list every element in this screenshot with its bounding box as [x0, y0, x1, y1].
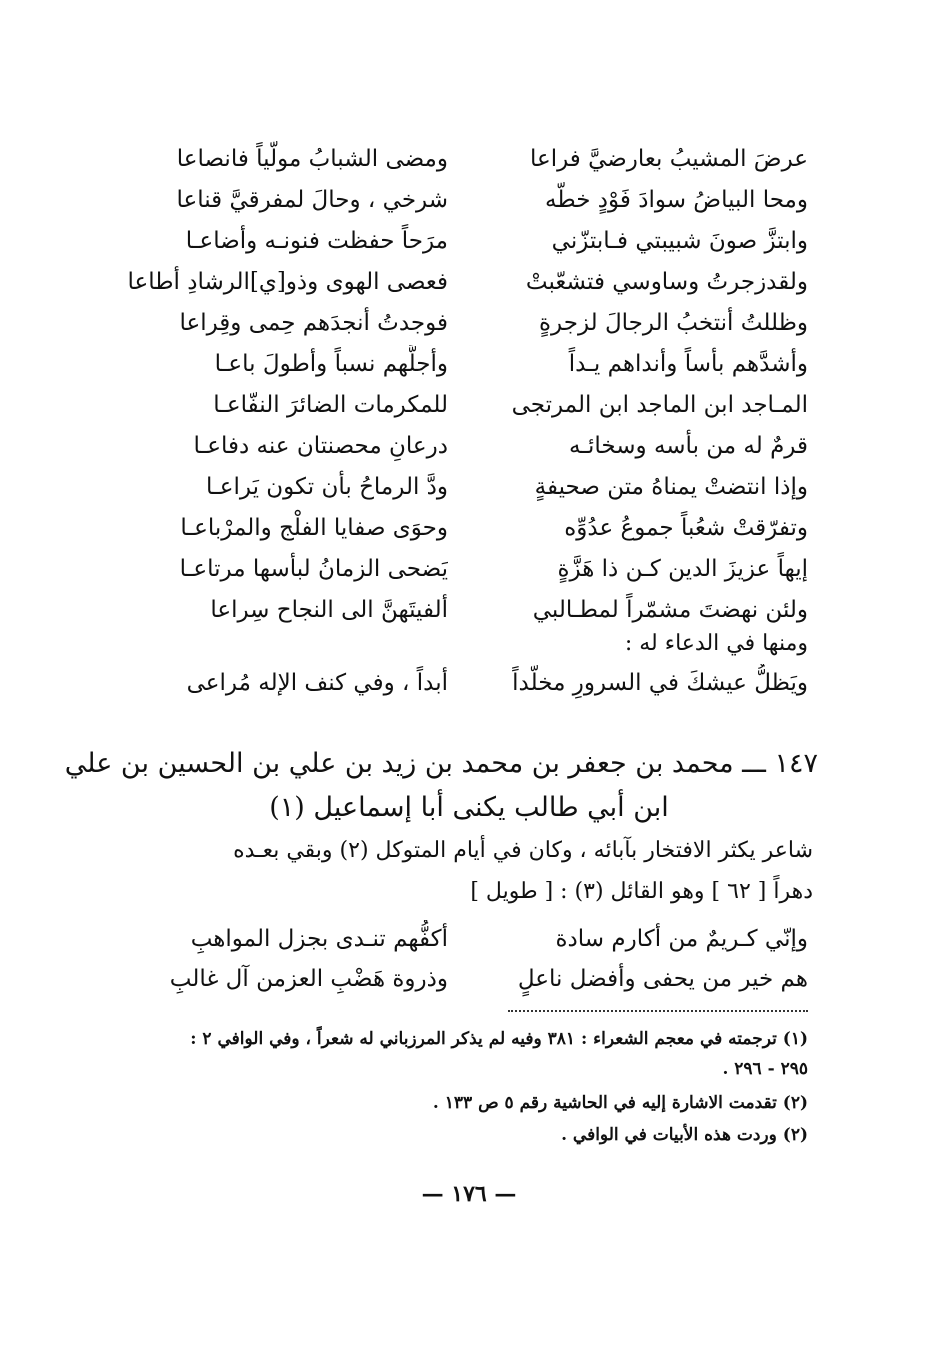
verse-right-hemistich: إيهاً عزيزَ الدين كـن ذا هَزَّةٍ	[557, 556, 808, 582]
verse-right-hemistich: وظللتُ أنتخبُ الرجالَ لزجرةٍ	[538, 310, 808, 336]
verse-row	[0, 427, 938, 465]
verse-row	[0, 181, 938, 219]
verse-right-hemistich: وإنّي كـريمٌ من أكارم سادة	[555, 926, 808, 952]
bio-text-line-2: دهراً [ ٦٢ ] وهو القائل (٣) : [ طويل ]	[470, 879, 813, 904]
verse-row	[0, 386, 938, 424]
poem-intro-line: ومنها في الدعاء له :	[624, 631, 808, 656]
verse-left-hemistich: مرَحاً حفظت فنونـه وأضاعـا	[185, 228, 448, 254]
verse-row	[0, 304, 938, 342]
verse-left-hemistich: للمكرمات الضائرَ النفّاعـا	[213, 392, 448, 418]
verse-row	[0, 140, 938, 178]
verse-row	[0, 345, 938, 383]
footnote-2: (٢) تقدمت الاشارة إليه في الحاشية رقم ٥ ص ١٣٣ .	[432, 1093, 808, 1113]
footnote-divider	[508, 1010, 808, 1012]
verse-right-hemistich: المـاجد ابن الماجد ابن المرتجى	[511, 392, 808, 418]
verse-right-hemistich: وإذا انتضتْ يمناهُ متن صحيفةٍ	[534, 474, 808, 500]
verse-left-hemistich: درعانِ محصنتان عنه دفاعـا	[193, 433, 448, 459]
verse-left-hemistich: يَضحى الزمانُ لبأسها مرتاعـا	[179, 556, 448, 582]
verse-left-hemistich: شرخي ، وحالَ لمفرقيَّ قناعا	[176, 187, 448, 213]
page-number: — ١٧٦ —	[421, 1181, 517, 1207]
entry-heading-line-2: ابن أبي طالب يكنى أبا إسماعيل (١)	[269, 792, 669, 823]
verse-left-hemistich: ودَّ الرماحُ بأن تكون يَراعـا	[206, 474, 448, 500]
verse-right-hemistich: وأشدَّهم بأساً وأنداهم يـداً	[568, 351, 808, 377]
bio-text-line-1: شاعر يكثر الافتخار بآبائه ، وكان في أيام المتوكل (٢) وبقي بعـده	[233, 838, 813, 863]
verse-row	[0, 509, 938, 547]
entry-heading-line-1: ١٤٧ ـــ محمد بن جعفر بن محمد بن زيد بن علي بن الحسين بن علي	[64, 748, 818, 779]
verse-left-hemistich: وذروة هَضْبِ العزمن آل غالبِ	[169, 966, 448, 992]
verse-right-hemistich: وابتزَّ صونَ شبيبتي فـابتزّني	[551, 228, 808, 254]
verse-left-hemistich: فوجدتُ أنجدَهم حِمى وقِراعا	[179, 310, 448, 336]
verse-left-hemistich: أكفُّهم تنـدى بجزل المواهبِ	[190, 926, 448, 952]
verse-left-hemistich: ألفيتَهنَّ الى النجاح سِراعا	[210, 597, 448, 623]
footnote-1: (١) ترجمته في معجم الشعراء : ٣٨١ وفيه لم يذكر المرزباني له شعراً ، وفي الوافي ٢ :	[190, 1029, 808, 1049]
verse-left-hemistich: ومضى الشبابُ مولّياً فانصاعا	[176, 146, 448, 172]
verse-row	[0, 263, 938, 301]
footnote-1-continued: ٢٩٥ - ٢٩٦ .	[722, 1059, 808, 1079]
verse-right-hemistich: ويَظلُّ عيشكَ في السرورِ مخلّداً	[512, 670, 808, 696]
verse-left-hemistich: وحوَى صفايا الفلْج والمرْباعـا	[180, 515, 448, 541]
verse-left-hemistich: أبداً ، وفي كنف الإله مُراعى	[186, 670, 448, 696]
verse-right-hemistich: ولئن نهضتَ مشمّراً لمطـالبي	[532, 597, 808, 623]
verse-row	[0, 920, 938, 958]
verse-right-hemistich: هم خير من يحفى وأفضل ناعلٍ	[517, 966, 808, 992]
verse-row	[0, 550, 938, 588]
verse-right-hemistich: ومحا البياضُ سوادَ فَوْدٍ خطّه	[545, 187, 808, 213]
verse-right-hemistich: عرضَ المشيبُ بعارضيَّ فراعا	[529, 146, 808, 172]
verse-left-hemistich: وأجلَّهم نسباً وأطولَ باعـا	[214, 351, 448, 377]
footnote-3: (٢) وردت هذه الأبيات في الوافي .	[561, 1125, 808, 1145]
verse-row	[0, 664, 938, 702]
verse-right-hemistich: وتفرّقتْ شعُباً جموعُ عدُوِّه	[564, 515, 808, 541]
verse-row	[0, 960, 938, 998]
verse-row	[0, 222, 938, 260]
verse-row	[0, 591, 938, 629]
verse-left-hemistich: فعصى الهوى وذو[ي]الرشادِ أطاعا	[128, 269, 448, 295]
verse-row	[0, 468, 938, 506]
verse-right-hemistich: ولقدزجرتُ وساوسي فتشعّبتْ	[525, 269, 808, 295]
verse-right-hemistich: قرمٌ له من بأسه وسخائـه	[568, 433, 808, 459]
